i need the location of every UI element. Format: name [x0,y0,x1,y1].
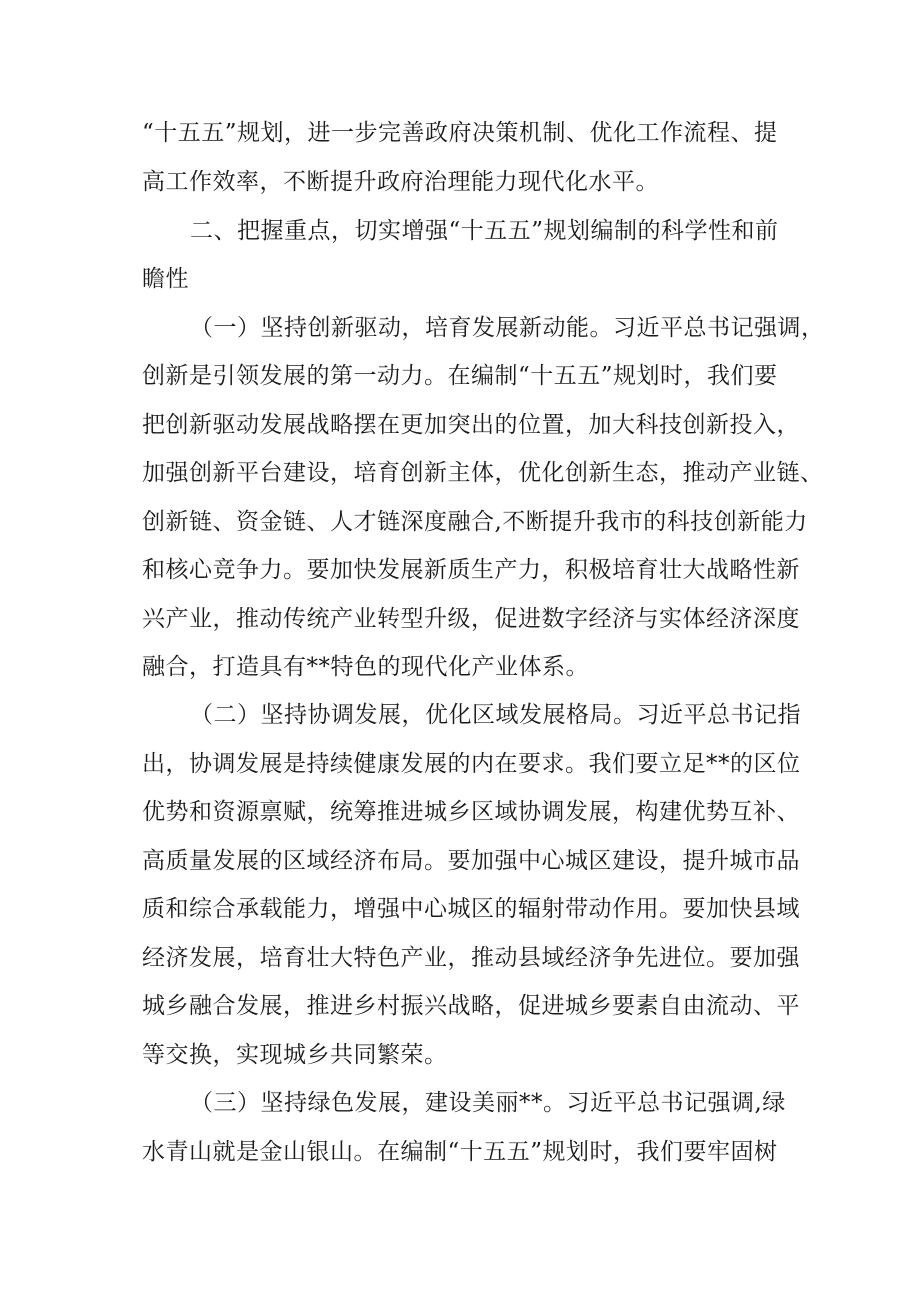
section-heading-line: 瞻性 [142,266,189,292]
paragraph-line: 高质量发展的区域经济布局。要加强中心城区建设，提升城市品 [142,848,800,874]
paragraph-line: 融合，打造具有**特色的现代化产业体系。 [142,654,589,680]
paragraph-line: 创新链、资金链、人才链深度融合,不断提升我市的科技创新能力 [142,509,808,535]
paragraph-line: 城乡融合发展，推进乡村振兴战略，促进城乡要素自由流动、平 [142,993,800,1019]
paragraph-line: 加强创新平台建设，培育创新主体，优化创新生态，推动产业链、 [142,460,824,486]
paragraph-line: 创新是引领发展的第一动力。在编制“十五五”规划时，我们要 [142,363,778,389]
paragraph-line: （一）坚持创新驱动，培育发展新动能。习近平总书记强调， [190,315,825,341]
paragraph-line: 优势和资源禀赋，统筹推进城乡区域协调发展，构建优势互补、 [142,799,800,825]
section-heading-line: 二、把握重点，切实增强“十五五”规划编制的科学性和前 [190,218,779,244]
paragraph-line: 把创新驱动发展战略摆在更加突出的位置，加大科技创新投入， [142,412,800,438]
paragraph-line: “十五五”规划，进一步完善政府决策机制、优化工作流程、提 [142,120,778,146]
paragraph-line: 高工作效率，不断提升政府治理能力现代化水平。 [142,169,659,195]
paragraph-line: 出，协调发展是持续健康发展的内在要求。我们要立足**的区位 [142,751,801,777]
paragraph-line: （二）坚持协调发展，优化区域发展格局。习近平总书记指 [190,702,801,728]
paragraph-line: 经济发展，培育壮大特色产业，推动县域经济争先进位。要加强 [142,945,800,971]
paragraph-line: 和核心竞争力。要加快发展新质生产力，积极培育壮大战略性新 [142,557,800,583]
paragraph-line: 质和综合承载能力，增强中心城区的辐射带动作用。要加快县域 [142,896,800,922]
paragraph-line: 水青山就是金山银山。在编制“十五五”规划时，我们要牢固树 [142,1139,778,1165]
paragraph-line: 兴产业，推动传统产业转型升级，促进数字经济与实体经济深度 [142,606,800,632]
paragraph-line: （三）坚持绿色发展，建设美丽**。习近平总书记强调,绿 [190,1090,786,1116]
paragraph-line: 等交换，实现城乡共同繁荣。 [142,1042,448,1068]
